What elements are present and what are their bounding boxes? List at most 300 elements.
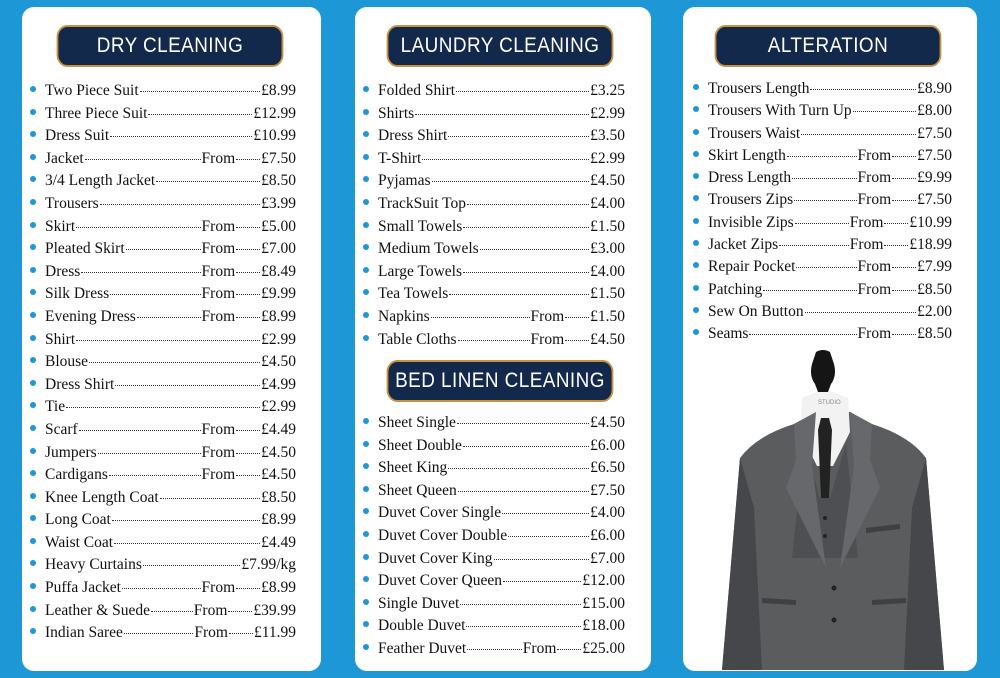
dot-leader: [151, 611, 193, 612]
from-label: From: [201, 217, 236, 235]
bullet-icon: [693, 195, 699, 201]
item-price: £1.50: [590, 217, 625, 235]
price-list-item: [363, 285, 625, 308]
item-price: £2.99: [590, 149, 625, 167]
item-name: Indian Saree: [45, 624, 123, 642]
laundry-cleaning-list: [363, 82, 625, 353]
bullet-icon: [363, 508, 369, 514]
dot-leader: [415, 114, 589, 115]
item-name: Tie: [45, 398, 66, 416]
bullet-icon: [693, 218, 699, 224]
item-name: Dress Length: [708, 169, 792, 187]
item-name: Three Piece Suit: [45, 104, 148, 122]
from-label: From: [201, 466, 236, 484]
item-name: Sheet Queen: [378, 481, 457, 499]
item-name: Scarf: [45, 420, 78, 438]
price-list-item: [30, 308, 296, 331]
item-price: £4.50: [590, 330, 625, 348]
bullet-icon: [693, 84, 699, 90]
item-price: £11.99: [253, 624, 296, 642]
item-price: £8.99: [261, 579, 296, 597]
bullet-icon: [363, 289, 369, 295]
price-list-item: [30, 353, 296, 376]
item-price: £7.50: [917, 146, 952, 164]
item-price: £4.50: [590, 172, 625, 190]
item-name: Skirt Length: [708, 146, 786, 164]
bed-linen-cleaning-list: [363, 414, 625, 663]
dot-leader: [460, 604, 581, 605]
item-price: £6.50: [590, 459, 625, 477]
price-list-item: [363, 218, 625, 241]
dot-leader: [494, 559, 590, 560]
price-list-item: [30, 263, 296, 286]
bullet-icon: [693, 173, 699, 179]
bullet-icon: [363, 267, 369, 273]
price-list-item: [30, 624, 296, 647]
dot-leader: [143, 565, 240, 566]
price-list-item: [693, 102, 952, 124]
price-list-item: [30, 172, 296, 195]
dot-leader: [122, 588, 201, 589]
dot-leader: [779, 245, 849, 246]
price-list-item: [363, 437, 625, 460]
item-price: £8.49: [261, 262, 296, 280]
price-list-item: [693, 281, 952, 303]
dot-leader: [126, 249, 201, 250]
dot-leader: [115, 385, 260, 386]
bullet-icon: [693, 262, 699, 268]
bullet-icon: [693, 129, 699, 135]
item-price: £9.99: [261, 285, 296, 303]
dot-leader: [456, 91, 589, 92]
item-price: £25.00: [582, 639, 625, 657]
item-price: £10.99: [909, 213, 952, 231]
item-price: £8.99: [261, 82, 296, 99]
item-price: £8.50: [917, 280, 952, 298]
suit-mannequin-image: [716, 348, 950, 670]
item-name: Tea Towels: [378, 285, 449, 303]
dot-leader: [76, 340, 260, 341]
bullet-icon: [30, 312, 36, 318]
dot-leader: [137, 317, 201, 318]
dot-leader: [810, 89, 916, 90]
bullet-icon: [30, 222, 36, 228]
bullet-icon: [363, 644, 369, 650]
dot-leader: [503, 581, 581, 582]
item-name: Seams: [708, 325, 749, 343]
price-list-item: [30, 376, 296, 399]
dry-cleaning-list: [30, 82, 296, 647]
item-price: £4.00: [590, 262, 625, 280]
bullet-icon: [30, 560, 36, 566]
item-name: Leather & Suede: [45, 601, 151, 619]
from-label: From: [857, 146, 892, 164]
dot-leader: [228, 611, 252, 612]
item-price: £4.49: [261, 533, 296, 551]
item-name: Dress Shirt: [45, 375, 115, 393]
item-name: Trousers With Turn Up: [708, 102, 852, 120]
price-list-item: [363, 550, 625, 573]
item-price: £8.50: [261, 488, 296, 506]
item-name: Dress Shirt: [378, 127, 448, 145]
item-price: £8.50: [917, 325, 952, 343]
dot-leader: [502, 513, 589, 514]
alteration-list: [693, 80, 952, 348]
item-price: £4.50: [590, 414, 625, 431]
dot-leader: [422, 159, 589, 160]
dot-leader: [432, 181, 590, 182]
price-list-item: [693, 147, 952, 169]
item-name: Puffa Jacket: [45, 579, 121, 597]
item-name: Trousers Waist: [708, 124, 801, 142]
item-name: Dress Suit: [45, 127, 110, 145]
dot-leader: [467, 649, 522, 650]
item-price: £3.50: [590, 127, 625, 145]
dot-leader: [110, 136, 252, 137]
item-name: Pyjamas: [378, 172, 431, 190]
item-name: Jumpers: [45, 443, 97, 461]
dot-leader: [796, 267, 856, 268]
item-price: £7.50: [917, 191, 952, 209]
item-name: Single Duvet: [378, 594, 460, 612]
dot-leader: [892, 334, 916, 335]
item-price: £2.99: [590, 104, 625, 122]
price-list-item: [363, 263, 625, 286]
item-price: £10.99: [253, 127, 296, 145]
dot-leader: [565, 340, 589, 341]
bullet-icon: [363, 554, 369, 560]
bullet-icon: [30, 493, 36, 499]
item-name: Small Towels: [378, 217, 463, 235]
dot-leader: [236, 272, 260, 273]
item-name: Blouse: [45, 353, 89, 371]
item-price: £1.50: [590, 285, 625, 303]
item-price: £8.90: [917, 80, 952, 97]
item-name: Trousers: [45, 194, 99, 212]
from-label: From: [193, 601, 228, 619]
from-label: From: [857, 169, 892, 187]
bullet-icon: [30, 448, 36, 454]
bullet-icon: [363, 335, 369, 341]
item-price: £3.25: [590, 82, 625, 99]
dot-leader: [749, 334, 856, 335]
dot-leader: [81, 272, 200, 273]
dot-leader: [89, 362, 260, 363]
bullet-icon: [30, 515, 36, 521]
dot-leader: [463, 227, 589, 228]
from-label: From: [201, 420, 236, 438]
item-price: £1.50: [590, 307, 625, 325]
from-label: From: [849, 213, 884, 231]
from-label: From: [201, 262, 236, 280]
price-list-item: [363, 308, 625, 331]
bullet-icon: [30, 131, 36, 137]
price-list-item: [30, 195, 296, 218]
item-name: Silk Dress: [45, 285, 110, 303]
bullet-icon: [30, 606, 36, 612]
alteration-title: ALTERATION: [715, 25, 942, 67]
item-name: Jacket Zips: [708, 236, 779, 254]
dot-leader: [85, 159, 201, 160]
bullet-icon: [363, 621, 369, 627]
bullet-icon: [30, 109, 36, 115]
item-name: Sheet Double: [378, 436, 462, 454]
item-price: £7.00: [261, 240, 296, 258]
bullet-icon: [363, 131, 369, 137]
price-list-item: [30, 466, 296, 489]
item-name: Repair Pocket: [708, 258, 796, 276]
price-list-item: [693, 214, 952, 236]
dot-leader: [236, 159, 260, 160]
from-label: From: [201, 149, 236, 167]
price-list-item: [363, 527, 625, 550]
item-name: Double Duvet: [378, 617, 466, 635]
price-list-item: [30, 421, 296, 444]
item-name: Invisible Zips: [708, 213, 794, 231]
item-name: Sew On Button: [708, 302, 804, 320]
item-price: £12.99: [253, 104, 296, 122]
bullet-icon: [693, 240, 699, 246]
bullet-icon: [363, 531, 369, 537]
bullet-icon: [30, 244, 36, 250]
bullet-icon: [363, 222, 369, 228]
item-name: Pleated Skirt: [45, 240, 125, 258]
bullet-icon: [30, 154, 36, 160]
dot-leader: [787, 156, 857, 157]
item-price: £9.99: [917, 169, 952, 187]
bullet-icon: [30, 289, 36, 295]
price-list-item: [30, 127, 296, 150]
item-name: Duvet Cover Double: [378, 526, 508, 544]
item-name: Heavy Curtains: [45, 556, 142, 574]
item-price: £7.50: [917, 124, 952, 142]
price-list-item: [363, 331, 625, 354]
item-price: £6.00: [590, 436, 625, 454]
price-list-item: [30, 285, 296, 308]
bullet-icon: [693, 329, 699, 335]
dot-leader: [236, 430, 260, 431]
dot-leader: [140, 91, 260, 92]
bullet-icon: [363, 199, 369, 205]
dot-leader: [156, 181, 260, 182]
from-label: From: [201, 307, 236, 325]
bullet-icon: [363, 418, 369, 424]
from-label: From: [201, 443, 236, 461]
dot-leader: [148, 114, 252, 115]
bullet-icon: [30, 583, 36, 589]
dot-leader: [236, 453, 260, 454]
price-list-item: [693, 125, 952, 147]
mannequin-label: STUDIO: [818, 400, 841, 406]
item-name: Feather Duvet: [378, 639, 467, 657]
dot-leader: [795, 223, 849, 224]
bullet-icon: [363, 599, 369, 605]
item-name: Large Towels: [378, 262, 463, 280]
bullet-icon: [693, 307, 699, 313]
item-price: £4.50: [261, 466, 296, 484]
price-list-item: [363, 195, 625, 218]
item-name: TrackSuit Top: [378, 194, 467, 212]
price-list-item: [30, 579, 296, 602]
from-label: From: [857, 280, 892, 298]
item-name: Long Coat: [45, 511, 111, 529]
dry-cleaning-title: DRY CLEANING: [57, 25, 284, 67]
dot-leader: [467, 204, 589, 205]
price-list-item: [30, 511, 296, 534]
price-list-item: [30, 602, 296, 625]
dot-leader: [457, 423, 589, 424]
item-price: £8.99: [261, 307, 296, 325]
dot-leader: [463, 272, 589, 273]
item-price: £8.50: [261, 172, 296, 190]
from-label: From: [522, 639, 557, 657]
dot-leader: [112, 520, 260, 521]
bullet-icon: [363, 441, 369, 447]
item-price: £39.99: [253, 601, 296, 619]
price-list-item: [363, 240, 625, 263]
item-name: Duvet Cover King: [378, 549, 493, 567]
dot-leader: [458, 340, 530, 341]
bullet-icon: [363, 176, 369, 182]
item-price: £3.99: [261, 194, 296, 212]
bullet-icon: [30, 470, 36, 476]
bullet-icon: [30, 628, 36, 634]
price-list-item: [30, 331, 296, 354]
price-list-item: [363, 105, 625, 128]
from-label: From: [857, 191, 892, 209]
dot-leader: [892, 267, 916, 268]
item-name: Napkins: [378, 307, 430, 325]
price-list-item: [30, 150, 296, 173]
dot-leader: [805, 312, 917, 313]
price-list-item: [363, 127, 625, 150]
dot-leader: [480, 249, 589, 250]
bullet-icon: [363, 463, 369, 469]
bullet-icon: [30, 86, 36, 92]
item-name: Duvet Cover Single: [378, 504, 502, 522]
bullet-icon: [363, 576, 369, 582]
dot-leader: [236, 588, 260, 589]
price-list-item: [693, 236, 952, 258]
dot-leader: [236, 227, 260, 228]
dot-leader: [884, 245, 908, 246]
bullet-icon: [363, 86, 369, 92]
item-price: £7.99/kg: [241, 556, 296, 574]
dot-leader: [431, 317, 530, 318]
item-price: £12.00: [582, 572, 625, 590]
dot-leader: [801, 134, 916, 135]
item-name: Evening Dress: [45, 307, 136, 325]
from-label: From: [849, 236, 884, 254]
from-label: From: [194, 624, 228, 642]
item-name: Patching: [708, 280, 763, 298]
bullet-icon: [363, 244, 369, 250]
item-name: Shirt: [45, 330, 76, 348]
price-list-item: [693, 325, 952, 347]
item-price: £15.00: [582, 594, 625, 612]
price-list-item: [363, 482, 625, 505]
item-name: Waist Coat: [45, 533, 114, 551]
dot-leader: [794, 200, 856, 201]
bullet-icon: [30, 267, 36, 273]
from-label: From: [857, 325, 892, 343]
dot-leader: [448, 468, 589, 469]
bullet-icon: [30, 380, 36, 386]
dot-leader: [892, 200, 916, 201]
dot-leader: [110, 294, 200, 295]
price-list-item: [363, 459, 625, 482]
price-list-item: [693, 191, 952, 213]
price-list-item: [30, 489, 296, 512]
item-price: £5.00: [261, 217, 296, 235]
bullet-icon: [30, 425, 36, 431]
dot-leader: [892, 178, 916, 179]
item-price: £18.99: [909, 236, 952, 254]
item-price: £8.00: [917, 102, 952, 120]
dot-leader: [236, 475, 260, 476]
from-label: From: [201, 285, 236, 303]
dot-leader: [100, 204, 260, 205]
bed-linen-cleaning-title: BED LINEN CLEANING: [387, 360, 614, 402]
price-list-item: [693, 303, 952, 325]
item-name: Jacket: [45, 149, 84, 167]
from-label: From: [530, 307, 565, 325]
price-list-item: [363, 82, 625, 105]
dot-leader: [892, 156, 916, 157]
item-name: Table Cloths: [378, 330, 457, 348]
dot-leader: [76, 227, 200, 228]
item-price: £4.00: [590, 504, 625, 522]
price-list-item: [693, 80, 952, 102]
bullet-icon: [30, 199, 36, 205]
from-label: From: [201, 579, 236, 597]
dot-leader: [458, 491, 589, 492]
dot-leader: [763, 290, 856, 291]
dot-leader: [466, 626, 581, 627]
price-list-item: [693, 258, 952, 280]
price-list-item: [30, 534, 296, 557]
item-name: T-Shirt: [378, 149, 422, 167]
laundry-cleaning-title: LAUNDRY CLEANING: [387, 25, 614, 67]
item-price: £2.00: [917, 302, 952, 320]
dot-leader: [792, 178, 856, 179]
item-price: £4.99: [261, 375, 296, 393]
dot-leader: [109, 475, 201, 476]
dot-leader: [236, 317, 260, 318]
dot-leader: [448, 136, 589, 137]
item-name: Sheet King: [378, 459, 448, 477]
item-name: Skirt: [45, 217, 76, 235]
price-list-item: [363, 414, 625, 437]
dot-leader: [236, 249, 260, 250]
bullet-icon: [30, 538, 36, 544]
dot-leader: [565, 317, 589, 318]
item-price: £2.99: [261, 330, 296, 348]
item-price: £4.49: [261, 420, 296, 438]
bullet-icon: [693, 285, 699, 291]
item-price: £4.50: [261, 443, 296, 461]
item-name: Two Piece Suit: [45, 82, 139, 99]
dot-leader: [236, 294, 260, 295]
item-name: Knee Length Coat: [45, 488, 159, 506]
dot-leader: [229, 633, 253, 634]
item-name: Sheet Single: [378, 414, 456, 431]
price-list-item: [363, 172, 625, 195]
bullet-icon: [363, 486, 369, 492]
price-list-item: [30, 218, 296, 241]
item-name: Medium Towels: [378, 240, 479, 258]
item-price: £7.00: [590, 549, 625, 567]
